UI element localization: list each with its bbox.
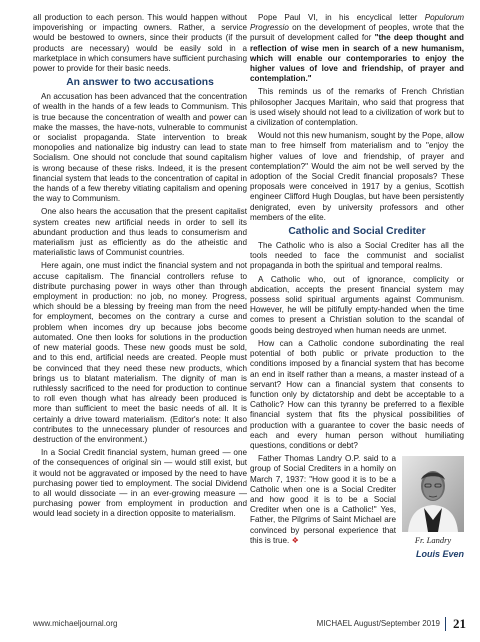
pope-quote: "the deep thought and reflection of wise men in search of a new humanism, which will enable our contemporaries to enjoy the higher values of love and friendship, of prayer and contemplation."	[250, 33, 465, 84]
section-heading-accusations: An answer to two accusations	[66, 77, 214, 89]
paragraph: This reminds us of the remarks of French Christian philosopher Jacques Maritain, who said that progress that is used wisely should not lead to a civilization of work but to a civilization of contemplation.	[250, 87, 464, 128]
paragraph-landry: Father Thomas Landry O.P. said to a group of Social Crediters in a homily on March 7, 1937: "How good it is to be a Catholic when one is a Social Crediter and how good it is to be a Social Crediter when one is a Catholic!" Yes, Father, the Pilgrims of Saint Michael are convinced by personal experience that this is true. ❖	[250, 454, 396, 545]
end-mark-icon: ❖	[291, 535, 299, 545]
footer-magazine: MICHAEL August/September 2019	[316, 619, 440, 628]
footer-divider	[445, 617, 446, 631]
paragraph: How can a Catholic condone subordinating the real potential of both public or private production to the conditions imposed by a financial system that has become an end in itself rather than a means, a master instead of a servant? How can a financial system that consents to function only by dictatorship and debt be acceptable to a Catholic? How can this tyranny be preferred to a flexible financial system that fits the physical possibilities of production with a guarantee to cover the basic needs of each and every human person without humiliating questions, conditions or debt?	[250, 338, 464, 450]
portrait-photo-icon	[402, 456, 464, 532]
paragraph: In a Social Credit financial system, human greed — one of the consequences of original sin — would still exist, but it would not be aggravated or imposed by the need to have purchasing power tied to employment. The social Dividend to all would dissociate — in an ever-growing measure — purchasing power from employment in production and would lead society in a direction opposite to materialism.	[33, 448, 247, 519]
encyclical-title: Populorum Progressio	[250, 13, 464, 33]
portrait-caption: Fr. Landry	[414, 535, 452, 546]
section-heading-catholic: Catholic and Social Crediter	[288, 226, 426, 238]
page-footer	[33, 617, 466, 631]
paragraph: all production to each person. This would happen without impoverishing or impacting owners. Rather, a service would be bestowed to owners, since their products (if the products are necessary) would be easily sold in a marketplace in which consumers have sufficient purchasing power to provide for their basic needs.	[33, 13, 247, 74]
page-number: 21	[453, 616, 466, 631]
paragraph: A Catholic who, out of ignorance, complicity or abdication, accepts the present financial system may possess solid spiritual arguments against Communism. However, he will be pitifully empty-handed when the time comes to present a Christian solution to the scandal of goods being destroyed when human needs are unmet.	[250, 274, 464, 335]
paragraph: An accusation has been advanced that the concentration of wealth in the hands of a few leads to Communism. This is true because the concentration of wealth and power can make the masses, the have-nots, vulnerable to communist or socialist propaganda. State intervention to break monopolies and nationalize big industry can lead to state Socialism. One should not conclude that sound capitalism is wrong because of these risks. Indeed, it is the present financial system that leads to the concentration of capital in the hands of a few thereby vitiating capitalism and opening the way to Communism.	[33, 92, 247, 204]
paragraph: Would not this new humanism, sought by the Pope, allow man to free himself from materialism and to "enjoy the higher values of love and friendship, of prayer and contemplation?" Would the aim not be well served by the adoption of the Social Credit financial proposals? These proposals were conceived in 1917 by a genius, Scottish engineer Clifford Hugh Douglas, but have been persistently denigrated, even by university professors and other members of the elite.	[250, 131, 464, 222]
article-author: Louis Even	[415, 548, 464, 559]
left-column	[33, 13, 247, 523]
paragraph: One also hears the accusation that the present capitalist system creates new artificial needs in order to sell its abundant production and thus leads to consumerism and materialism just as efficiently as do the atheistic and materialistic laws of Communist countries.	[33, 207, 247, 258]
footer-url[interactable]: www.michaeljournal.org	[33, 619, 118, 628]
paragraph: Here again, one must indict the financial system and not accuse capitalism. The financial controllers refuse to distribute purchasing power in ways other than through employment in production: no job, no money. Progress, which should be a blessing by freeing man from the need for employment, becomes on the contrary a curse and problem when incomes dry up because jobs become automated. One then looks for solutions in the production of new material goods. These new goods must be sold, and to this end, artificial needs are created. People must be convinced that they need these new products, which brings us to blatant materialism. The dignity of man is ruthlessly sacrificed to the need for production to continue to roll even though what has already been produced is more than sufficient to meet the basic needs of all. It is certainly a drive toward materialism. (Editor's note: It also contributes to the unnecessary plunder of resources and destruction of the environment.)	[33, 261, 247, 444]
paragraph: The Catholic who is also a Social Crediter has all the tools needed to face the communist and socialist propaganda in both the spiritual and temporal realms.	[250, 241, 464, 271]
right-column	[250, 13, 464, 559]
paragraph-pope-quote: Pope Paul VI, in his encyclical letter Populorum Progressio on the development of peoples, wrote that the pursuit of development called for "the deep thought and reflection of wise men in search of a new humanism, which will enable our contemporaries to enjoy the higher values of love and friendship, of prayer and contemplation."	[250, 13, 465, 84]
portrait-figure	[402, 456, 464, 545]
